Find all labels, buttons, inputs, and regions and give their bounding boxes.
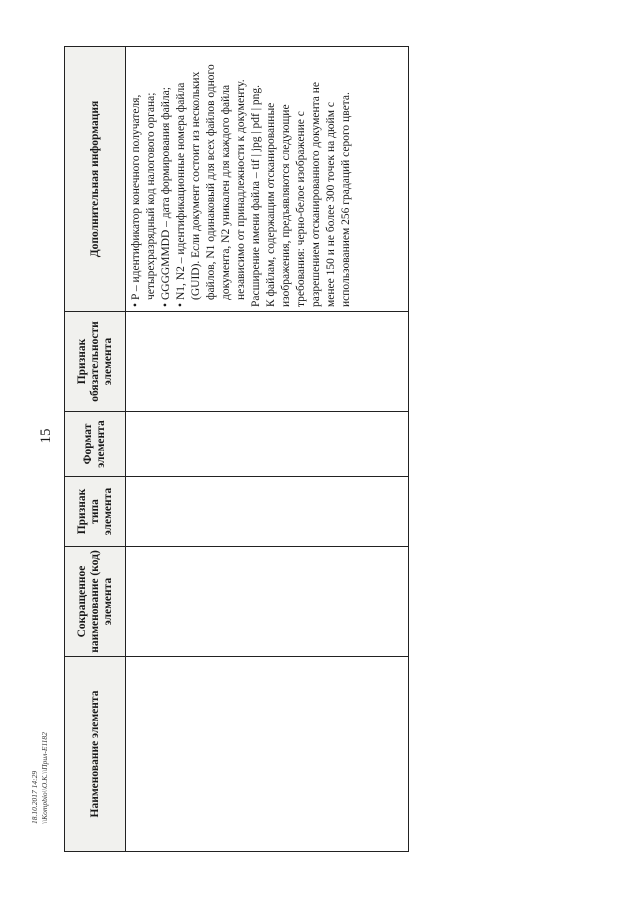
header-element-required: Признак обязательности элемента — [65, 311, 125, 411]
stamp-path: \\Kompbio\\O.K.\\Прил-Е1182 — [40, 732, 49, 824]
header-element-format: Формат элемента — [65, 411, 125, 476]
header-element-type: Признак типа элемента — [65, 476, 125, 546]
table-header — [65, 47, 126, 851]
cell-element-required — [126, 311, 408, 411]
bullet-icon: • — [130, 302, 142, 307]
bullet-icon: • — [175, 302, 187, 307]
header-element-name: Наименование элемента — [65, 656, 125, 851]
bullet-icon: • — [160, 302, 172, 307]
table-row — [126, 47, 408, 851]
cell-element-format — [126, 411, 408, 476]
data-table — [64, 46, 409, 852]
info-scan-requirements: К файлам, содержащим отсканированные изображения, предъявляются следующие требования: черно-белое изображение с разрешением отсканированного документа не менее 150 и не более 300 точек на дюйм с использованием 256 градаций серого цвета. — [265, 81, 352, 307]
info-bullet: • P – идентификатор конечного получателя, четырехразрядный код налогового органа; — [130, 92, 157, 307]
cell-additional-info — [126, 47, 408, 311]
info-bullet: • N1, N2 – идентификационные номера файла (GUID). Если документ состоит из нескольких файлов, N1 одинаковый для всех файлов одного документа, N2 уникален для каждого файла независимо от принадлежности к документу. — [175, 64, 247, 307]
cell-element-code — [126, 546, 408, 656]
info-extension: Расширение имени файла – tif | jpg | pdf | png. — [250, 84, 262, 307]
info-bullet: • GGGGMMDD – дата формирования файла; — [160, 87, 172, 307]
stamp-datetime: 18.10.2017 14:29 — [30, 770, 39, 824]
file-stamp — [30, 674, 54, 824]
cell-element-name — [126, 656, 408, 851]
header-additional-info: Дополнительная информация — [88, 100, 101, 258]
page-number: 15 — [38, 428, 54, 444]
header-element-code: Сокращенное наименование (код) элемента — [65, 546, 125, 656]
cell-element-type — [126, 476, 408, 546]
